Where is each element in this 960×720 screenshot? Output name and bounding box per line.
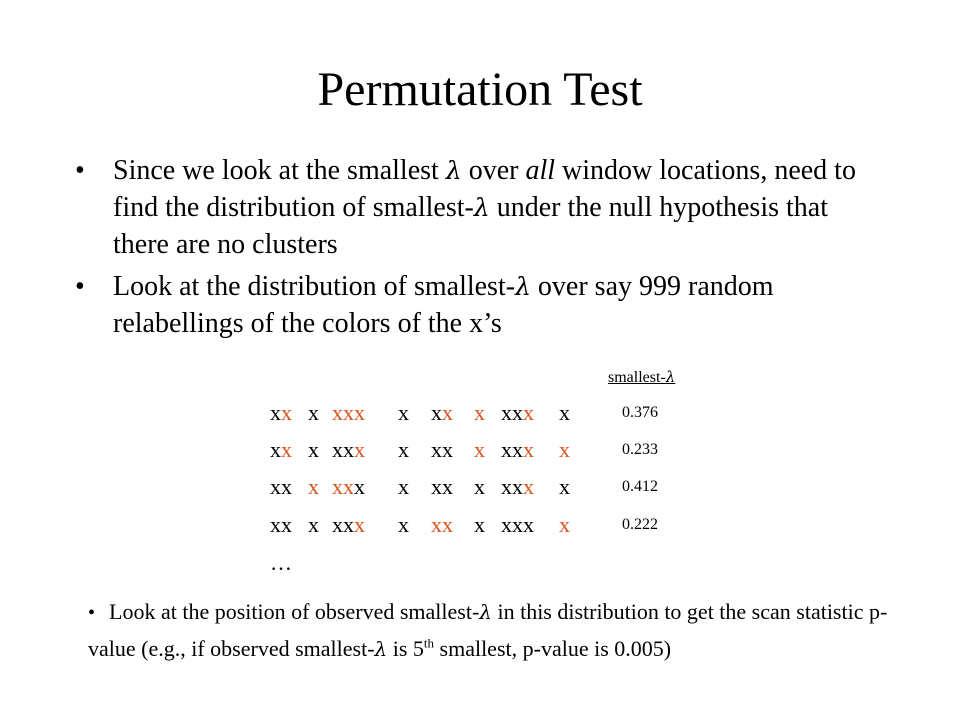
x-token: x bbox=[431, 437, 442, 462]
bullet-text: window locations, need to find the distribution of smallest- bbox=[113, 155, 856, 223]
x-token: x bbox=[270, 437, 281, 462]
x-token: x bbox=[354, 437, 365, 462]
bullet-item-2 bbox=[70, 268, 870, 342]
bullet-item-1 bbox=[70, 152, 870, 263]
x-token: x bbox=[523, 474, 534, 499]
footnote-bullet bbox=[88, 594, 928, 667]
column-header-smallest-lambda bbox=[608, 368, 675, 387]
lambda-symbol: λ bbox=[473, 193, 490, 222]
x-token: x bbox=[270, 512, 281, 537]
x-token: x bbox=[523, 400, 534, 425]
x-token: x bbox=[343, 512, 354, 537]
x-token: x bbox=[559, 474, 570, 499]
x-token: x bbox=[354, 512, 365, 537]
lambda-symbol: λ bbox=[374, 637, 388, 661]
x-token: x bbox=[442, 474, 453, 499]
x-token: x bbox=[501, 512, 512, 537]
bullet-text: Look at the distribution of smallest- bbox=[113, 271, 516, 302]
lambda-symbol: λ bbox=[479, 600, 492, 624]
x-token: x bbox=[501, 474, 512, 499]
x-token: x bbox=[308, 400, 319, 425]
lambda-symbol: λ bbox=[515, 272, 531, 301]
x-token: x bbox=[398, 437, 409, 462]
x-token: x bbox=[281, 512, 292, 537]
bullet-marker: • bbox=[75, 155, 85, 186]
x-token: x bbox=[501, 400, 512, 425]
x-token: x bbox=[512, 437, 523, 462]
x-token: x bbox=[354, 474, 365, 499]
x-token: x bbox=[474, 400, 485, 425]
x-token: x bbox=[474, 512, 485, 537]
x-token: x bbox=[343, 474, 354, 499]
x-token: x bbox=[474, 474, 485, 499]
x-token: x bbox=[474, 437, 485, 462]
lambda-symbol: λ bbox=[665, 368, 676, 386]
x-token: x bbox=[431, 512, 442, 537]
x-token: x bbox=[270, 474, 281, 499]
x-token: x bbox=[442, 437, 453, 462]
x-token: x bbox=[559, 512, 570, 537]
x-token: x bbox=[398, 512, 409, 537]
x-token: x bbox=[308, 474, 319, 499]
bullet-text: Since we look at the smallest bbox=[113, 155, 446, 186]
note-text: is 5 bbox=[387, 636, 424, 661]
x-token: x bbox=[343, 437, 354, 462]
emphasis-text: all bbox=[525, 155, 556, 186]
x-token: x bbox=[442, 512, 453, 537]
note-text: in this distribution to get the scan statistic p-value (e.g., if observed smallest- bbox=[88, 599, 888, 661]
row-value: 0.222 bbox=[622, 516, 658, 533]
x-token: x bbox=[523, 437, 534, 462]
row-value: 0.233 bbox=[622, 441, 658, 458]
bullet-text: over say 999 random relabellings of the colors of the x’s bbox=[113, 271, 774, 339]
x-token: x bbox=[332, 400, 343, 425]
bullet-text: over bbox=[461, 155, 526, 186]
x-token: x bbox=[501, 437, 512, 462]
x-token: x bbox=[512, 400, 523, 425]
ellipsis: … bbox=[270, 550, 292, 575]
x-token: x bbox=[281, 437, 292, 462]
x-token: x bbox=[308, 512, 319, 537]
x-token: x bbox=[559, 437, 570, 462]
row-value: 0.412 bbox=[622, 478, 658, 495]
lambda-symbol: λ bbox=[445, 156, 462, 185]
row-value: 0.376 bbox=[622, 404, 658, 421]
x-token: x bbox=[512, 512, 523, 537]
x-token: x bbox=[281, 400, 292, 425]
x-token: x bbox=[398, 474, 409, 499]
x-token: x bbox=[281, 474, 292, 499]
x-token: x bbox=[523, 512, 534, 537]
x-token: x bbox=[308, 437, 319, 462]
x-token: x bbox=[332, 474, 343, 499]
x-token: x bbox=[431, 474, 442, 499]
superscript-th: th bbox=[423, 635, 435, 651]
x-token: x bbox=[343, 400, 354, 425]
bullet-marker: • bbox=[88, 602, 96, 624]
note-text: smallest, p-value is 0.005) bbox=[434, 636, 672, 661]
x-token: x bbox=[442, 400, 453, 425]
x-token: x bbox=[559, 400, 570, 425]
x-token: x bbox=[398, 400, 409, 425]
bullet-list bbox=[70, 152, 870, 347]
x-token: x bbox=[332, 512, 343, 537]
x-token: x bbox=[332, 437, 343, 462]
slide-title: Permutation Test bbox=[317, 63, 643, 116]
note-text: Look at the position of observed smallest- bbox=[109, 599, 480, 624]
bullet-text: under the null hypothesis that there are no clusters bbox=[113, 192, 828, 260]
column-header-text: smallest- bbox=[608, 369, 666, 386]
bullet-marker: • bbox=[75, 271, 85, 302]
x-token: x bbox=[431, 400, 442, 425]
x-token: x bbox=[354, 400, 365, 425]
x-token: x bbox=[270, 400, 281, 425]
x-token: x bbox=[512, 474, 523, 499]
